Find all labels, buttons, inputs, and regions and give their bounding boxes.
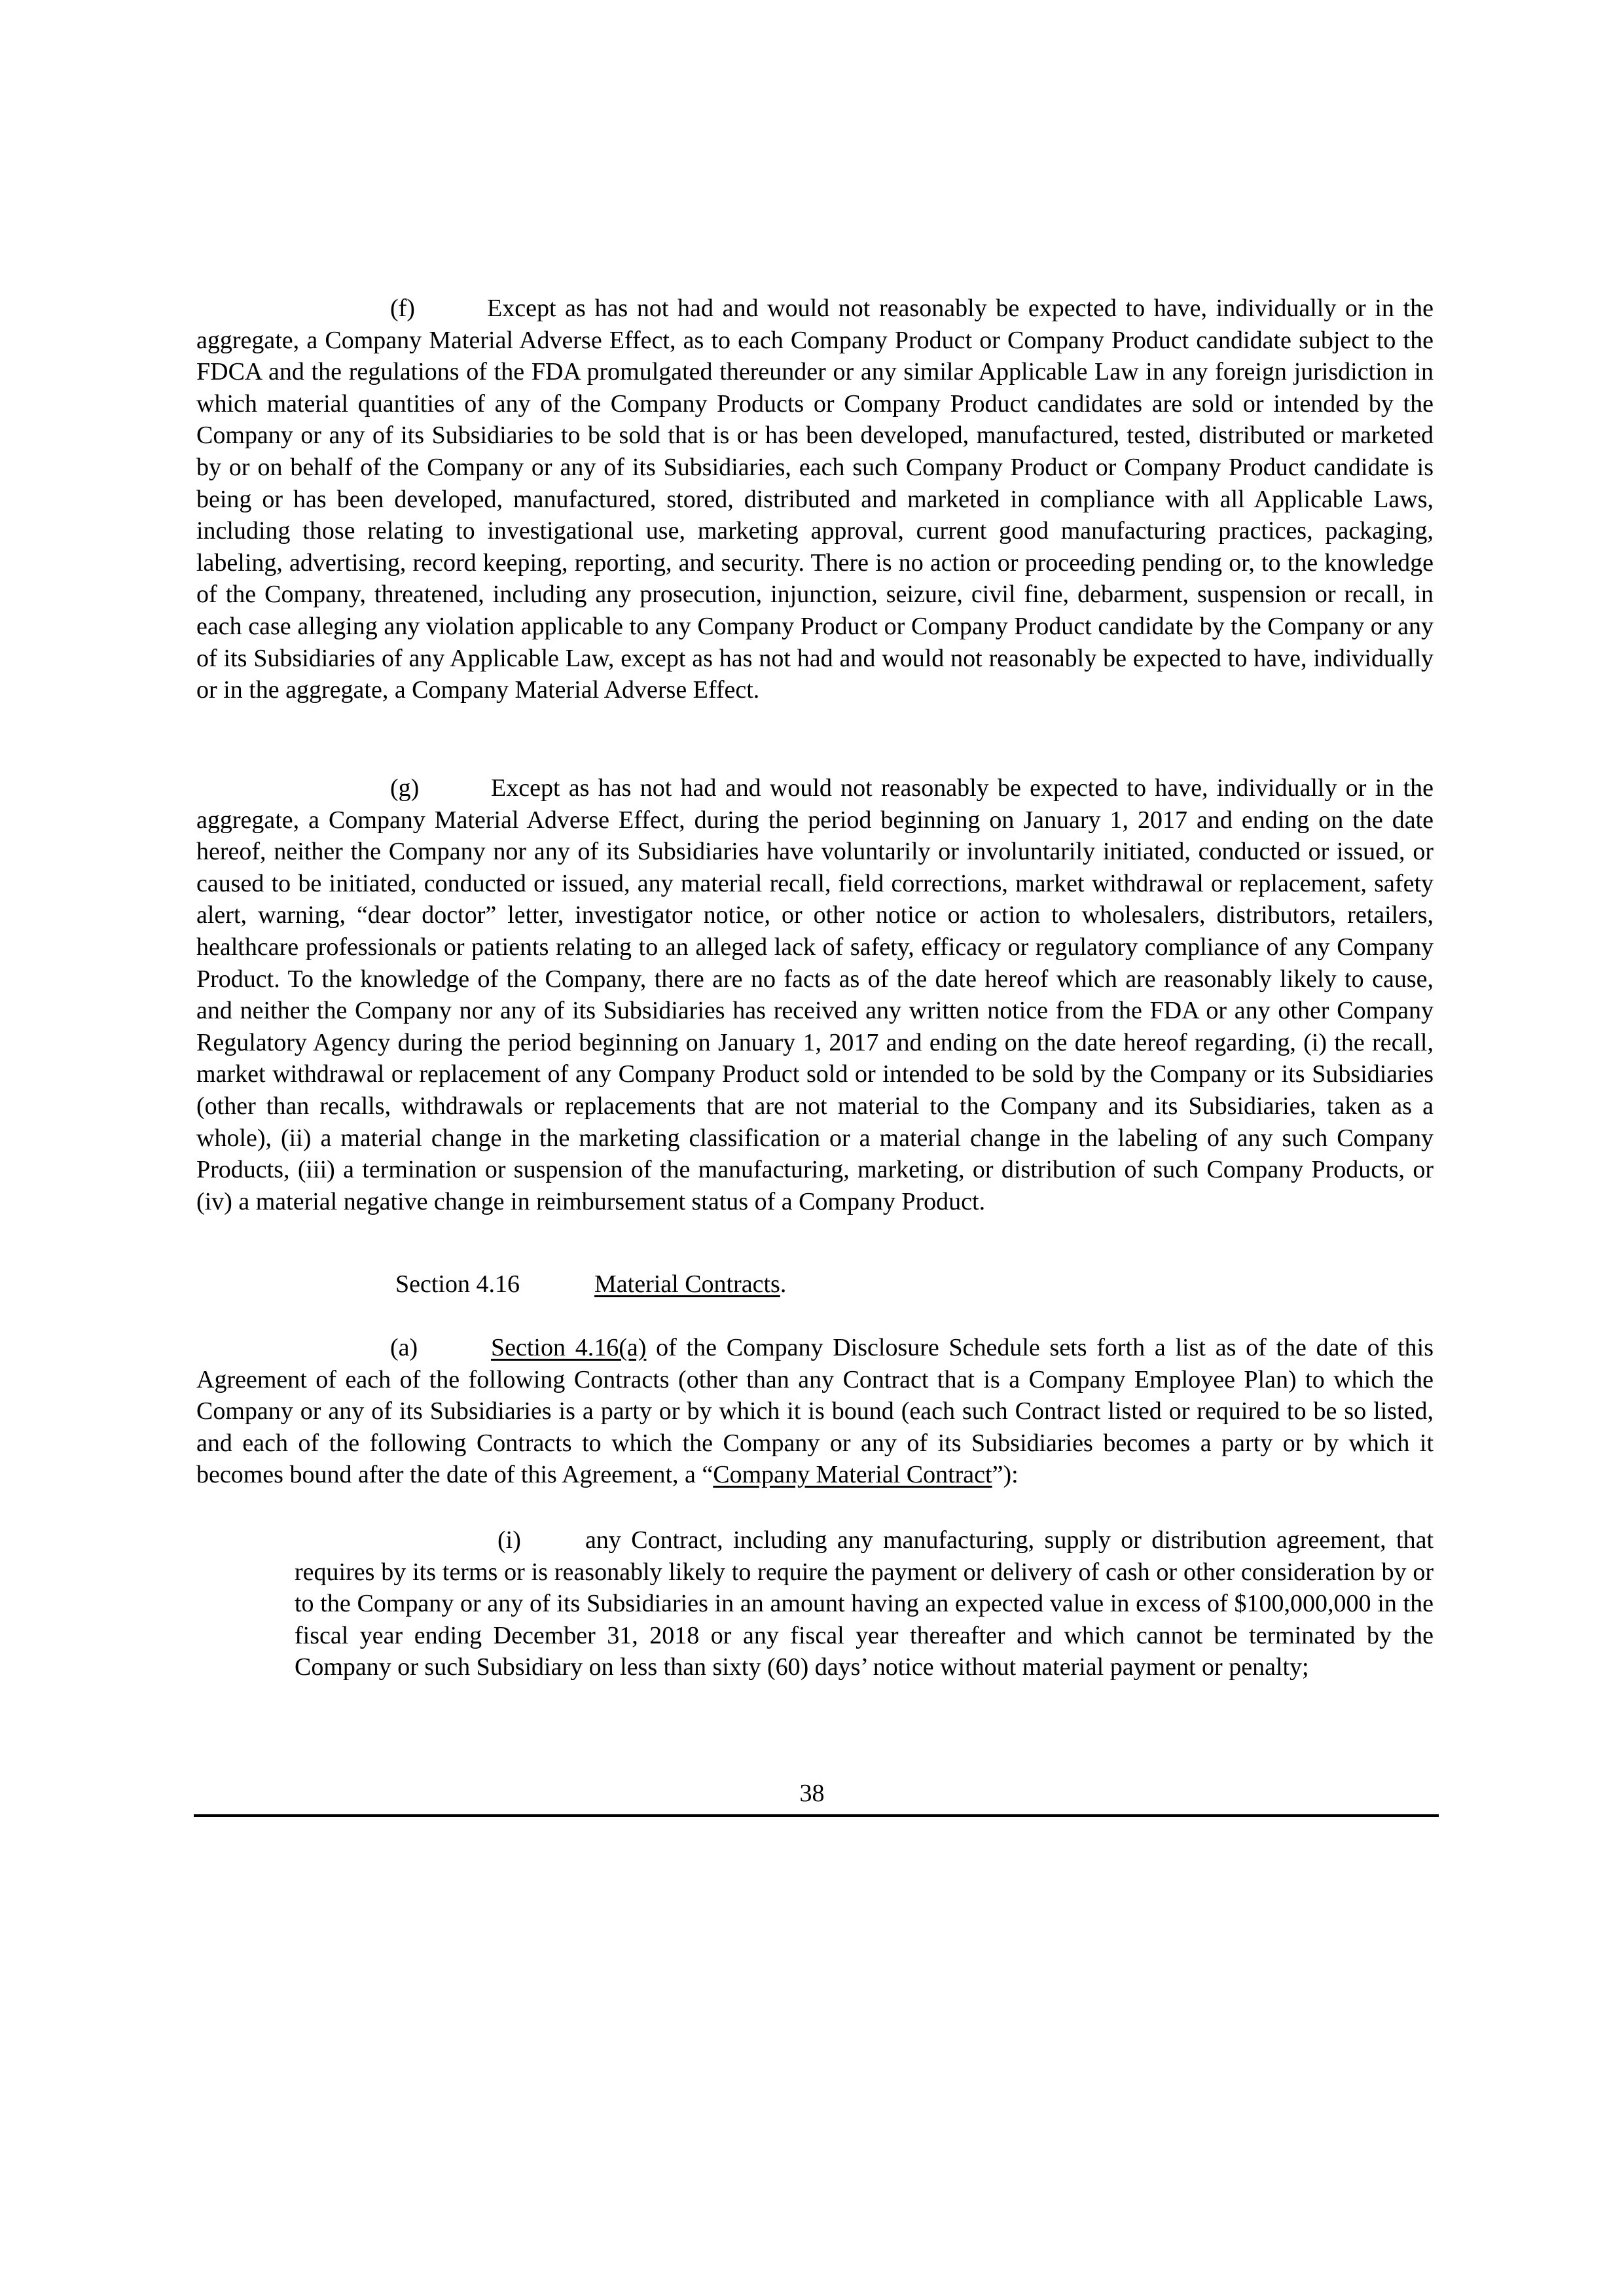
section-reference-link[interactable]: Section 4.16(a) [491,1334,647,1361]
page-number: 38 [799,1780,825,1807]
paragraph-g-first-line: Except as has not had and would not reasonably be expected to have, individually or [491,774,1367,802]
paragraph-f [196,293,1434,706]
paragraph-g [196,772,1434,1217]
paragraph-i-body: that requires by its terms or is reasonably likely to require the payment or delivery of cash or other consideration by or to the Company or any of its Subsidiaries in an amount having an expected value in excess of $100,000,000 in the fiscal year ending December 31, 2018 or any fiscal year thereafter and which cannot be terminated by the Company or such Subsidiary on less than sixty (60) days’ notice without material payment or penalty; [295,1526,1434,1681]
paragraph-i-first-line: any Contract, including any manufacturing, supply or distribution agreement, [585,1526,1386,1554]
paragraph-g-label: (g) [390,774,420,802]
paragraph-a-first-line: of the Company Disclosure Schedule sets forth a list as of the date of [646,1334,1388,1361]
paragraph-a [196,1332,1434,1491]
footer-divider [194,1814,1439,1817]
section-title-period: . [780,1270,787,1298]
paragraph-a-label: (a) [390,1334,418,1361]
paragraph-f-label: (f) [390,295,415,322]
paragraph-i [295,1524,1434,1683]
paragraph-f-body: in the aggregate, a Company Material Adverse Effect, as to each Company Product or Company Product candidate subject to the FDCA and the regulations of the FDA promulgated thereunder or any similar Applicable Law in any foreign jurisdiction in which material quantities of any of the Company Products or Company Product candidates are sold or intended by the Company or any of its Subsidiaries to be sold that is or has been developed, manufactured, tested, distributed or marketed by or on behalf of the Company or any of its Subsidiaries, each such Company Product or Company Product candidate is being or has been developed, manufactured, stored, distributed and marketed in compliance with all Applicable Laws, including those relating to investigational use, marketing approval, current good manufacturing practices, packaging, labeling, advertising, record keeping, reporting, and security. There is no action or proceeding pending or, to the knowledge of the Company, threatened, including any prosecution, injunction, seizure, civil fine, debarment, suspension or recall, in each case alleging any violation applicable to any Company Product or Company Product candidate by the Company or any of its Subsidiaries of any Applicable Law, except as has not had and would not reasonably be expected to have, individually or in the aggregate, a Company Material Adverse Effect. [196,295,1434,704]
section-number: Section 4.16 [395,1270,520,1298]
section-heading [395,1268,786,1300]
paragraph-f-first-line: Except as has not had and would not reasonably be expected to have, individually or [487,295,1366,322]
defined-term: Company Material Contract [713,1461,992,1489]
paragraph-a-body: this Agreement of each of the following Contracts (other than any Contract that is a Company Employee Plan) to which the Company or any of its Subsidiaries is a party or by which it is bound (each such Contract listed or required to be so listed, and each of the following Contracts to which the Company or any of its Subsidiaries becomes a party or by which it becomes bound after the date of this Agreement, a “ [196,1334,1434,1489]
paragraph-g-body: in the aggregate, a Company Material Adverse Effect, during the period beginning on January 1, 2017 and ending on the date hereof, neither the Company nor any of its Subsidiaries have voluntarily or involuntarily initiated, conducted or issued, or caused to be initiated, conducted or issued, any material recall, field corrections, market withdrawal or replacement, safety alert, warning, “dear doctor” letter, investigator notice, or other notice or action to wholesalers, distributors, retailers, healthcare professionals or patients relating to an alleged lack of safety, efficacy or regulatory compliance of any Company Product. To the knowledge of the Company, there are no facts as of the date hereof which are reasonably likely to cause, and neither the Company nor any of its Subsidiaries has received any written notice from the FDA or any other Company Regulatory Agency during the period beginning on January 1, 2017 and ending on the date hereof regarding, (i) the recall, market withdrawal or replacement of any Company Product sold or intended to be sold by the Company or its Subsidiaries (other than recalls, withdrawals or replacements that are not material to the Company and its Subsidiaries, taken as a whole), (ii) a material change in the marketing classification or a material change in the labeling of any such Company Products, (iii) a termination or suspension of the manufacturing, marketing, or distribution of such Company Products, or (iv) a material negative change in reimbursement status of a Company Product. [196,774,1434,1215]
paragraph-a-end: ”): [992,1461,1019,1489]
paragraph-i-label: (i) [497,1526,521,1554]
section-title: Material Contracts [594,1270,780,1298]
